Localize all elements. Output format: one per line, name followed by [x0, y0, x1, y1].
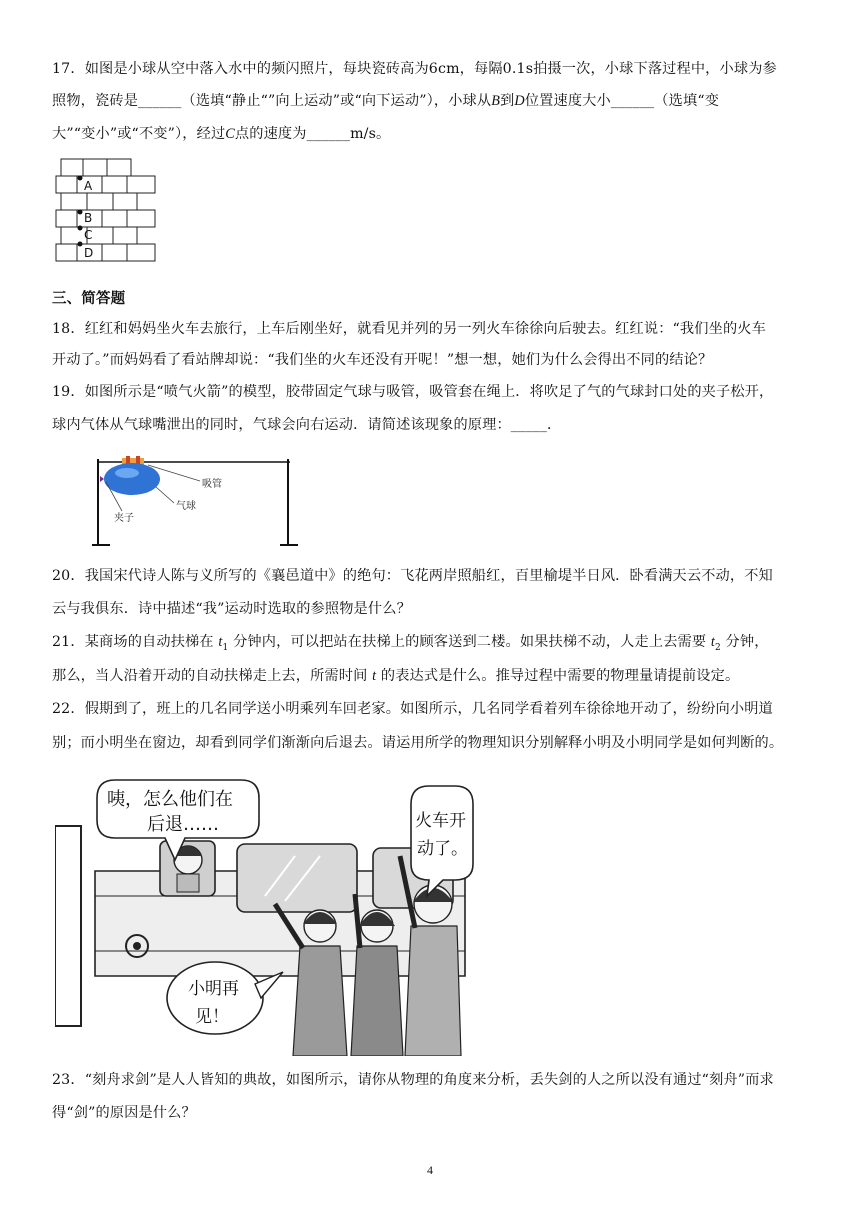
q21-text-d: 那么，当人沿着开动的自动扶梯走上去，所需时间 [52, 668, 368, 684]
q19-line-1: 19．如图所示是“喷气火箭”的模型，胶带固定气球与吸管，吸管套在绳上．将吹足了气的气球封口处的夹子松开， [52, 384, 774, 400]
clip-label: 夹子 [114, 513, 134, 524]
q17-text-b: 到 [500, 93, 515, 109]
q21-line-2 [52, 663, 812, 690]
q22-line-1: 22．假期到了，班上的几名同学送小明乘列车回老家。如图所示，几名同学看着列车徐徐地开动了，纷纷向小明道 [52, 701, 773, 717]
q17-line-1: 17．如图是小球从空中落入水中的频闪照片，每块瓷砖高为6cm，每隔0.1s拍摄一次，小球下落过程中，小球为参 [52, 61, 777, 77]
ball-position-b [78, 210, 83, 215]
q17-text-d: 大”“变小”或“不变”），经过 [52, 126, 226, 142]
q20-line-1: 20．我国宋代诗人陈与义所写的《襄邑道中》的绝句：飞花两岸照船红，百里榆堤半日风．卧看满天云不动，不知 [52, 568, 773, 584]
straw-label: 吸管 [202, 479, 222, 490]
ball-position-d [78, 242, 83, 247]
brick-wall-figure [55, 158, 157, 262]
q21-var-t: t [372, 668, 377, 684]
bubble-goodbye-line-2: 见！ [195, 1007, 229, 1027]
page-number: 4 [427, 1163, 433, 1177]
label-a: A [84, 179, 93, 193]
bubble-xiaoming-line-1: 咦，怎么他们在 [107, 789, 233, 810]
q17-var-d: D [514, 93, 525, 109]
ball-position-a [78, 176, 83, 181]
q23-line-2: 得“剑”的原因是什么？ [52, 1105, 196, 1121]
q23-line-1: 23．“刻舟求剑”是人人皆知的典故，如图所示，请你从物理的角度来分析，丢失剑的人之所以没有通过“刻舟”而求 [52, 1072, 774, 1088]
label-c: C [84, 228, 93, 242]
train-farewell-illustration [55, 776, 475, 1056]
q18-line-2: 开动了。”而妈妈看了看站牌却说：“我们坐的火车还没有开呢！”想一想，她们为什么会得出不同的结论？ [52, 352, 713, 368]
q17-line-2 [52, 88, 812, 115]
label-b: B [84, 211, 93, 225]
q21-var-t1: t [218, 634, 223, 650]
ball-position-c [78, 226, 83, 231]
q19-line-2: 球内气体从气球嘴泄出的同时，气球会向右运动．请简述该现象的原理：_____． [52, 417, 562, 433]
section-heading: 三、简答题 [52, 291, 126, 307]
q17-text-e: 点的速度为______m/s。 [234, 126, 391, 142]
q21-sub-2: 2 [714, 642, 721, 653]
bubble-goodbye-line-1: 小明再 [188, 979, 239, 999]
q21-sub-1: 1 [222, 642, 229, 653]
q17-text-a: 照物，瓷砖是______（选填“静止“”向上运动”或“向下运动”），小球从 [52, 93, 492, 109]
q17-var-b: B [491, 93, 501, 109]
q17-text-c: 位置速度大小______（选填“变 [524, 93, 720, 109]
q21-text-e: 的表达式是什么。推导过程中需要的物理量请提前设定。 [380, 668, 740, 684]
q21-text-a: 21．某商场的自动扶梯在 [52, 634, 214, 650]
label-d: D [84, 246, 94, 260]
q21-var-t2: t [710, 634, 715, 650]
bubble-xiaoming-line-2: 后退…… [147, 814, 219, 835]
bubble-classmate-line-2: 动了。 [417, 839, 468, 859]
q20-line-2: 云与我俱东．诗中描述“我”运动时选取的参照物是什么？ [52, 601, 411, 617]
bubble-classmate-line-1: 火车开 [415, 811, 466, 831]
q21-line-1 [52, 629, 812, 662]
train-window [237, 844, 357, 912]
q21-text-c: 分钟， [725, 634, 769, 650]
q18-line-1: 18．红红和妈妈坐火车去旅行，上车后刚坐好，就看见并列的另一列火车徐徐向后驶去。红红说：“我们坐的火车 [52, 321, 766, 337]
q21-text-b: 分钟内，可以把站在扶梯上的顾客送到二楼。如果扶梯不动，人走上去需要 [233, 634, 707, 650]
balloon-rocket-figure [92, 455, 298, 549]
balloon [104, 463, 160, 495]
q17-line-3 [52, 121, 812, 148]
balloon-label: 气球 [176, 501, 196, 512]
clip [100, 476, 104, 482]
q17-var-c: C [225, 126, 235, 142]
q22-line-2: 别；而小明坐在窗边，却看到同学们渐渐向后退去。请运用所学的物理知识分别解释小明及小明同学是如何判断的。 [52, 735, 784, 751]
